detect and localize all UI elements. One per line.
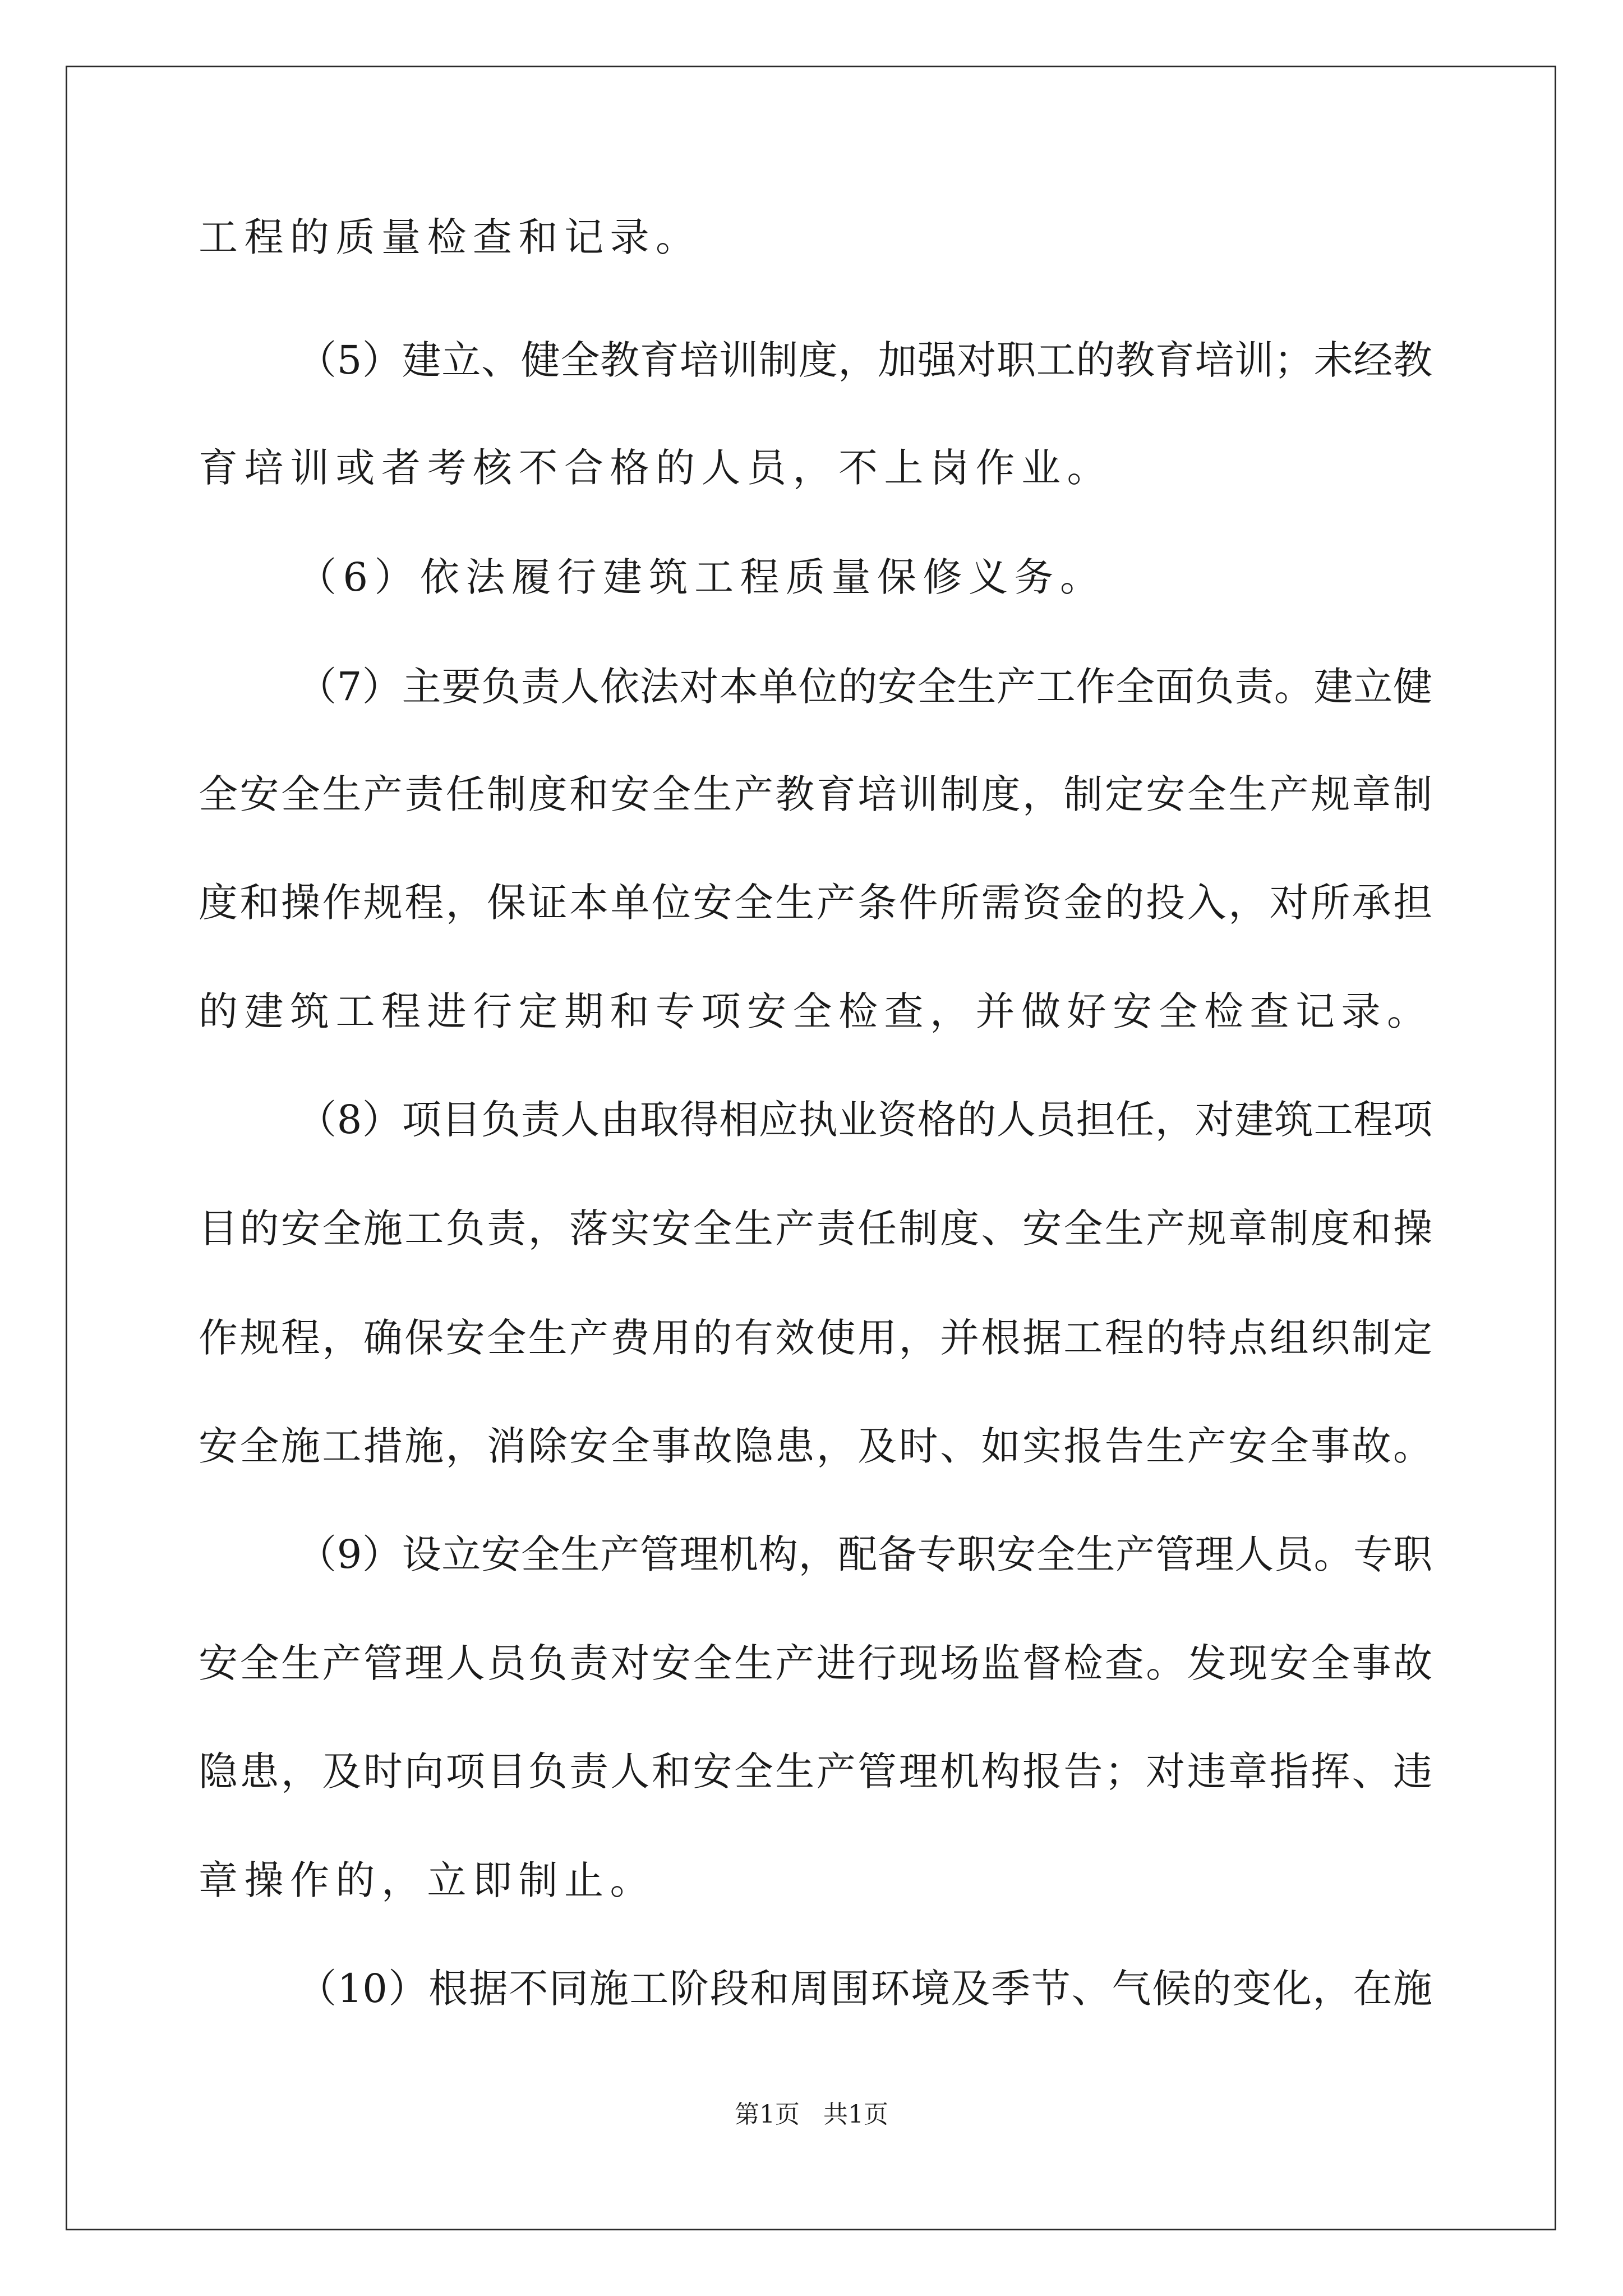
text-line: 目的安全施工负责，落实安全生产责任制度、安全生产规章制度和操 [199, 1205, 1432, 1251]
page-number: 第1页 [735, 2100, 800, 2129]
text-line: 安全生产管理人员负责对安全生产进行现场监督检查。发现安全事故 [199, 1640, 1432, 1686]
page-footer [0, 2098, 1623, 2132]
text-line: 章操作的，立即制止。 [199, 1857, 656, 1903]
text-line: 安全施工措施，消除安全事故隐患，及时、如实报告生产安全事故。 [199, 1423, 1432, 1469]
text-line: （8）项目负责人由取得相应执业资格的人员担任，对建筑工程项 [297, 1097, 1432, 1143]
text-line: （7）主要负责人依法对本单位的安全生产工作全面负责。建立健 [297, 664, 1432, 710]
text-line: 隐患，及时向项目负责人和安全生产管理机构报告；对违章指挥、违 [199, 1749, 1432, 1795]
text-line: （5）建立、健全教育培训制度，加强对职工的教育培训；未经教 [297, 337, 1432, 383]
text-line: 度和操作规程，保证本单位安全生产条件所需资金的投入，对所承担 [199, 880, 1432, 926]
text-line: （9）设立安全生产管理机构，配备专职安全生产管理人员。专职 [297, 1531, 1432, 1577]
text-line: （10）根据不同施工阶段和周围环境及季节、气候的变化，在施 [297, 1966, 1432, 2012]
text-line: （6）依法履行建筑工程质量保修义务。 [297, 554, 1106, 600]
text-line: 育培训或者考核不合格的人员，不上岗作业。 [199, 445, 1113, 491]
text-line: 工程的质量检查和记录。 [199, 214, 702, 260]
text-line: 作规程，确保安全生产费用的有效使用，并根据工程的特点组织制定 [199, 1315, 1432, 1361]
text-line: 的建筑工程进行定期和专项安全检查，并做好安全检查记录。 [199, 988, 1433, 1034]
text-line: 全安全生产责任制度和安全生产教育培训制度，制定安全生产规章制 [199, 771, 1432, 817]
page-total: 共1页 [823, 2100, 888, 2129]
